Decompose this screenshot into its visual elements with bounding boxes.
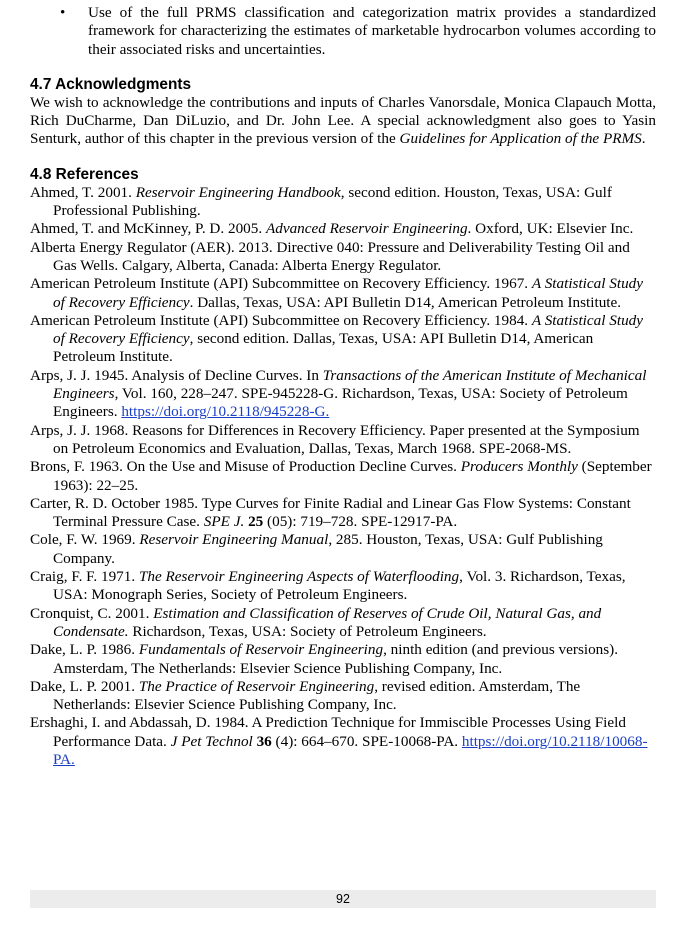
reference-text: Alberta Energy Regulator (AER). 2013. Directive 040: Pressure and Deliverability Testing Oil and Gas Wells. Calgary, Alberta, Canada: Alberta Energy Regulator.	[30, 238, 630, 274]
reference-text: Cronquist, C. 2001.	[30, 604, 154, 622]
section-heading-acknowledgments: 4.7 Acknowledgments	[30, 75, 192, 93]
reference-title: The Practice of Reservoir Engineering	[138, 677, 375, 695]
reference-text: (4): 664–670. SPE-10068-PA.	[271, 732, 462, 750]
reference-doi-link[interactable]: https://doi.org/10.2118/945228-G.	[121, 403, 330, 421]
reference-text: Dake, L. P. 1986.	[30, 641, 139, 659]
reference-title: J Pet Technol	[170, 732, 253, 750]
reference-title: Estimation and Classification of Reserves of Crude Oil, Natural Gas, and Condensate.	[53, 604, 602, 640]
section-heading-references: 4.8 References	[30, 165, 139, 183]
reference-item	[30, 184, 656, 221]
reference-text: , second edition. Houston, Texas, USA: Gulf Professional Publishing.	[53, 183, 612, 220]
ack-text: We wish to acknowledge the contributions and inputs of Charles Vanorsdale, Monica Clapauch Motta, Rich DuCharme, Dan DiLuzio, and Dr. John Lee. A special acknowledgment also goes to Yasin Senturk, author of this chapter in the previous version of the	[30, 93, 656, 148]
reference-item	[30, 568, 656, 605]
reference-text: Ahmed, T. 2001.	[30, 183, 136, 201]
reference-title: A Statistical Study of Recovery Efficiency	[53, 275, 643, 311]
reference-text: Cole, F. W. 1969.	[30, 531, 140, 549]
acknowledgments-paragraph	[30, 94, 656, 149]
reference-item	[30, 678, 656, 715]
reference-text: Dake, L. P. 2001.	[30, 677, 139, 695]
reference-title: Fundamentals of Reservoir Engineering	[138, 641, 384, 659]
reference-volume: 36	[256, 732, 272, 750]
reference-item	[30, 531, 656, 568]
reference-text: , revised edition. Amsterdam, The Netherlands: Elsevier Science Publishing Company, Inc.	[53, 677, 581, 714]
reference-item	[30, 275, 656, 312]
reference-item	[30, 714, 656, 769]
reference-item	[30, 239, 656, 276]
reference-text: , Vol. 3. Richardson, Texas, USA: Monograph Series, Society of Petroleum Engineers.	[53, 568, 626, 604]
reference-title: A Statistical Study of Recovery Efficiency	[53, 311, 643, 348]
reference-text: , ninth edition (and previous versions). Amsterdam, The Netherlands: Elsevier Science Publishing Company, Inc.	[53, 641, 619, 677]
reference-text: Arps, J. J. 1945. Analysis of Decline Curves. In	[30, 366, 323, 384]
reference-text: Arps, J. J. 1968. Reasons for Differences in Recovery Efficiency. Paper presented at the Symposium on Petroleum Economics and Evaluation, Dallas, Texas, March 1968. SPE-2068-MS.	[30, 421, 640, 457]
reference-text: (September 1963): 22–25.	[53, 458, 652, 494]
reference-text: American Petroleum Institute (API) Subcommittee on Recovery Efficiency. 1984.	[30, 311, 532, 329]
reference-text: Carter, R. D. October 1985. Type Curves for Finite Radial and Linear Gas Flow Systems: Constant Terminal Pressure Case.	[30, 494, 631, 531]
bullet-item	[30, 4, 656, 59]
page-number: 92	[336, 892, 350, 906]
reference-title: Reservoir Engineering Manual	[139, 531, 329, 549]
reference-item	[30, 312, 656, 367]
ack-end: .	[641, 130, 646, 148]
reference-item	[30, 220, 656, 238]
reference-text: Craig, F. F. 1971.	[30, 568, 139, 586]
reference-text: , Vol. 160, 228–247. SPE-945228-G. Richardson, Texas, USA: Society of Petroleum Engineers.	[53, 385, 628, 421]
reference-list	[30, 184, 656, 770]
reference-title: The Reservoir Engineering Aspects of Waterflooding	[138, 568, 460, 586]
reference-text: , second edition. Dallas, Texas, USA: API Bulletin D14, American Petroleum Institute.	[53, 330, 594, 366]
reference-text: American Petroleum Institute (API) Subcommittee on Recovery Efficiency. 1967.	[30, 275, 532, 293]
reference-title: Transactions of the American Institute of Mechanical Engineers	[53, 366, 647, 403]
reference-item	[30, 367, 656, 422]
reference-text: Ershaghi, I. and Abdassah, D. 1984. A Prediction Technique for Immiscible Processes Using Field Performance Data.	[30, 714, 626, 750]
reference-volume: 25	[248, 513, 264, 531]
reference-title: Advanced Reservoir Engineering	[265, 220, 468, 238]
bullet-dot-icon: •	[60, 4, 66, 21]
reference-text: Ahmed, T. and McKinney, P. D. 2005.	[30, 220, 266, 238]
reference-text: Brons, F. 1963. On the Use and Misuse of Production Decline Curves.	[30, 458, 461, 476]
reference-title: Producers Monthly	[460, 458, 578, 476]
reference-text: Richardson, Texas, USA: Society of Petroleum Engineers.	[128, 622, 487, 640]
reference-text: (05): 719–728. SPE-12917-PA.	[263, 513, 458, 531]
reference-doi-link[interactable]: https://doi.org/10.2118/10068-PA.	[53, 732, 648, 768]
reference-item	[30, 458, 656, 495]
reference-item	[30, 605, 656, 642]
reference-title: SPE J.	[203, 513, 245, 531]
reference-title: Reservoir Engineering Handbook	[135, 183, 341, 201]
reference-item	[30, 641, 656, 678]
reference-item	[30, 422, 656, 459]
reference-text: . Oxford, UK: Elsevier Inc.	[467, 220, 634, 238]
ack-title: Guidelines for Application of the PRMS	[399, 130, 642, 148]
reference-item	[30, 495, 656, 532]
document-page	[30, 4, 656, 769]
bullet-text: Use of the full PRMS classification and categorization matrix provides a standardized framework for characterizing the estimates of marketable hydrocarbon volumes according to their associated risks and uncertainties.	[88, 4, 656, 58]
page-footer	[30, 890, 656, 908]
reference-text: , 285. Houston, Texas, USA: Gulf Publishing Company.	[53, 531, 603, 567]
reference-text: . Dallas, Texas, USA: API Bulletin D14, American Petroleum Institute.	[189, 293, 622, 311]
